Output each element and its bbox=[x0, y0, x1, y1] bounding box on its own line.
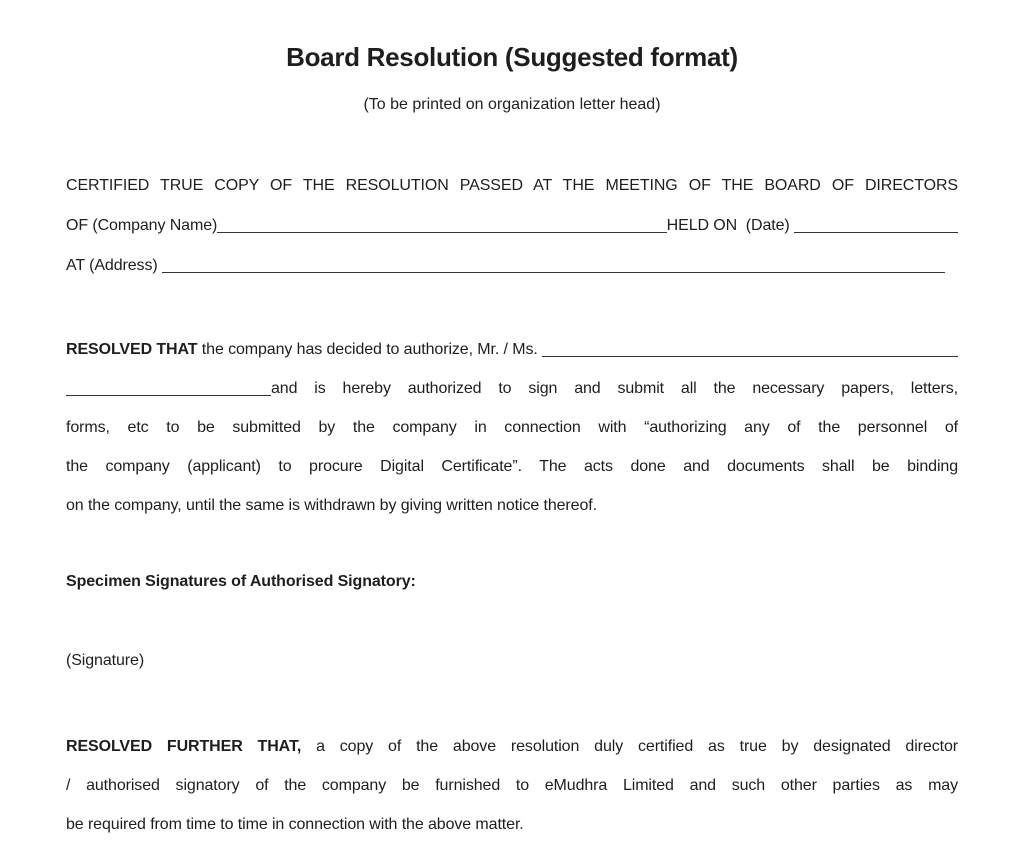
address-line bbox=[66, 246, 958, 286]
date-blank bbox=[794, 220, 958, 233]
resolution-line-2-text: and is hereby authorized to sign and submit all the necessary papers, letters, bbox=[271, 380, 958, 397]
further-resolution-line-1 bbox=[66, 727, 958, 766]
address-blank bbox=[162, 260, 945, 273]
further-resolution-line-2: / authorised signatory of the company be furnished to eMudhra Limited and such other parties as may bbox=[66, 777, 958, 794]
resolved-that-paragraph bbox=[66, 330, 958, 525]
resolution-line-3: forms, etc to be submitted by the company in connection with “authorizing any of the personnel of bbox=[66, 419, 958, 436]
resolved-further-lead: RESOLVED FURTHER THAT, bbox=[66, 738, 302, 755]
address-label: AT (Address) bbox=[66, 257, 162, 274]
authorized-person-blank-2 bbox=[66, 383, 271, 396]
held-on-date-label: HELD ON (Date) bbox=[666, 217, 794, 234]
company-name-label: OF (Company Name) bbox=[66, 217, 218, 234]
company-and-date-line bbox=[66, 206, 958, 246]
page-title: Board Resolution (Suggested format) bbox=[286, 42, 738, 72]
resolution-line-2 bbox=[66, 369, 958, 408]
page-subtitle: (To be printed on organization letter head) bbox=[363, 96, 661, 113]
certification-line: CERTIFIED TRUE COPY OF THE RESOLUTION PASSED AT THE MEETING OF THE BOARD OF DIRECTORS bbox=[66, 177, 958, 194]
authorized-person-blank-1 bbox=[542, 344, 958, 357]
signature-block bbox=[66, 645, 958, 677]
company-name-blank bbox=[217, 220, 666, 233]
resolved-further-paragraph bbox=[66, 727, 958, 844]
specimen-heading-block bbox=[66, 566, 958, 598]
resolution-line-5: on the company, until the same is withdrawn by giving written notice thereof. bbox=[66, 497, 597, 514]
resolved-that-lead: RESOLVED THAT bbox=[66, 341, 198, 358]
authorize-text: the company has decided to authorize, Mr. / Ms. bbox=[197, 341, 543, 358]
resolution-line-4: the company (applicant) to procure Digital Certificate”. The acts done and documents shall be binding bbox=[66, 458, 958, 475]
further-resolution-line-3: be required from time to time in connection with the above matter. bbox=[66, 816, 524, 833]
specimen-signatures-heading: Specimen Signatures of Authorised Signatory: bbox=[66, 573, 416, 590]
resolution-line-1 bbox=[66, 330, 958, 369]
further-resolution-line-1-text: a copy of the above resolution duly certified as true by designated director bbox=[301, 738, 958, 755]
signature-placeholder: (Signature) bbox=[66, 652, 145, 669]
certification-paragraph bbox=[66, 166, 958, 286]
